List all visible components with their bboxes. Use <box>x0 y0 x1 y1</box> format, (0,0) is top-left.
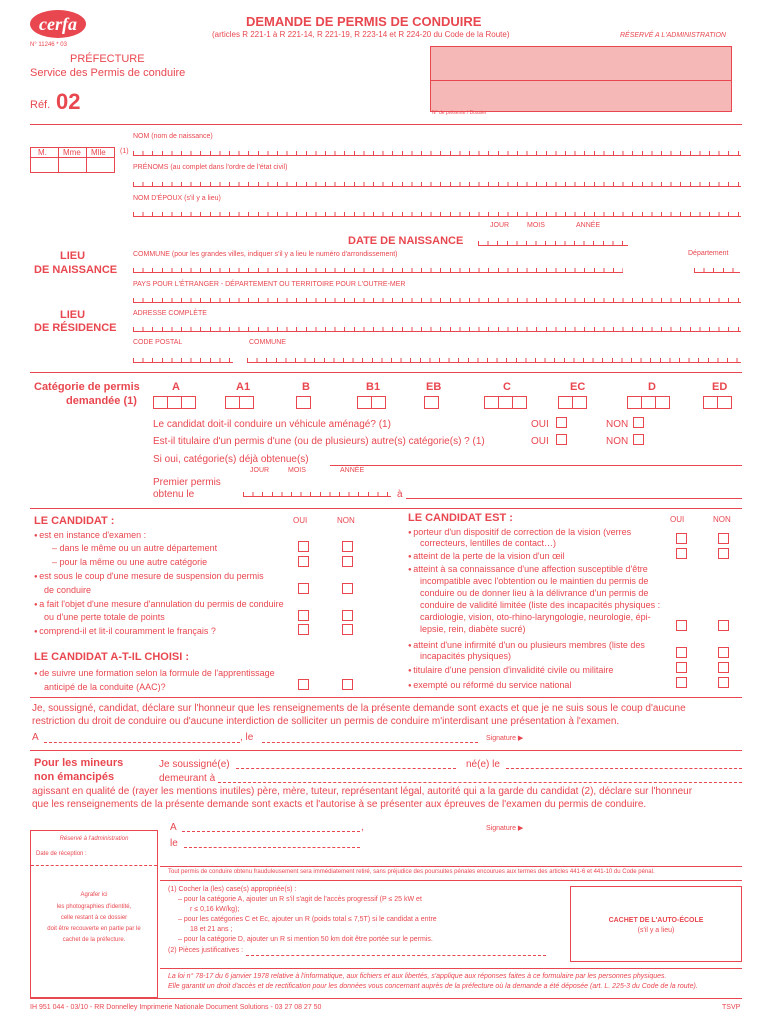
cat-ed-box-2[interactable] <box>717 396 732 409</box>
mineurs-demeurant: demeurant à <box>159 773 216 784</box>
ref-label: Réf. <box>30 99 51 111</box>
right-infirmite-oui-box[interactable] <box>676 647 687 658</box>
cat-d-box-3[interactable] <box>655 396 670 409</box>
annee-label: ANNÉE <box>576 222 601 229</box>
nom-epoux-field[interactable] <box>133 207 741 217</box>
declaration-date-line[interactable] <box>262 742 478 743</box>
civility-m-label: M. <box>38 148 47 157</box>
pieces-justificatives-line[interactable] <box>246 955 546 956</box>
cat-c-box-1[interactable] <box>484 396 499 409</box>
cat-ec-box-1[interactable] <box>558 396 573 409</box>
cat-a1-box-2[interactable] <box>239 396 254 409</box>
lieu-naissance-label-1: LIEU <box>60 250 86 262</box>
left-suspension-non-box[interactable] <box>342 583 353 594</box>
q-titulaire-non-box[interactable] <box>633 434 644 445</box>
code-postal-field[interactable] <box>133 353 233 363</box>
cat-b1-box-2[interactable] <box>371 396 386 409</box>
dossier-note: N° de présente / Dossier <box>432 110 487 116</box>
right-item-affection-5: cardiologie, vision, oto-rhino-laryngologie, neurologie, épi- <box>420 612 651 622</box>
left-item-annulation: ● a fait l'objet d'une mesure d'annulation du permis de conduire <box>34 599 284 609</box>
mineurs-date-line[interactable] <box>184 847 360 848</box>
mineurs-signature: Signature ▶ <box>486 825 524 832</box>
categorie-label-2: demandée (1) <box>66 395 137 407</box>
premier-jour-label: JOUR <box>250 467 270 474</box>
right-oeil-non-box[interactable] <box>718 548 729 559</box>
left-item-annulation-2: ou d'une perte totale de points <box>44 612 165 622</box>
nom-field[interactable] <box>133 146 741 156</box>
categorie-label-1: Catégorie de permis <box>34 381 140 393</box>
q-titulaire-oui-box[interactable] <box>556 434 567 445</box>
adresse-field[interactable] <box>133 322 741 332</box>
left-item-departement: – dans le même ou un autre département <box>52 543 218 553</box>
left-departement-oui-box[interactable] <box>298 541 309 552</box>
cat-ec-label: EC <box>570 381 586 393</box>
cat-c-box-3[interactable] <box>512 396 527 409</box>
si-oui-label: Si oui, catégorie(s) déjà obtenue(s) <box>153 454 309 465</box>
right-exempte-oui-box[interactable] <box>676 677 687 688</box>
cat-d-box-1[interactable] <box>627 396 642 409</box>
cat-d-label: D <box>648 381 656 393</box>
cerfa-logo: cerfa <box>30 10 86 38</box>
form-title: DEMANDE DE PERMIS DE CONDUIRE <box>246 14 482 29</box>
cat-b1-label: B1 <box>366 381 381 393</box>
mineurs-nee-line[interactable] <box>506 768 742 769</box>
cat-eb-label: EB <box>426 381 442 393</box>
mineurs-lieu-line[interactable] <box>182 831 360 832</box>
left-categorie-non-box[interactable] <box>342 556 353 567</box>
mineurs-text-1: agissant en qualité de (rayer les mentions inutiles) père, mère, tuteur, représentant légal, autorité qui a la garde du candidat (2), déclare sur l'honneur <box>32 786 693 797</box>
left-annulation-oui-box[interactable] <box>298 610 309 621</box>
photo-line-1: Agrafer ici <box>80 892 108 898</box>
loi-line-1: La loi n° 78-17 du 6 janvier 1978 relative à l'informatique, aux fichiers et aux libertés, s'applique aux réponses faites à ce formulaire par les personnes physiques. <box>168 973 667 980</box>
commune-naissance-label: COMMUNE (pour les grandes villes, indiquer s'il y a lieu le numéro d'arrondissement) <box>133 251 398 258</box>
right-item-affection: ● atteint à sa connaissance d'une affection susceptible d'être <box>408 564 648 574</box>
admin-reserved-box <box>430 46 732 112</box>
cat-b-box[interactable] <box>296 396 311 409</box>
left-suspension-oui-box[interactable] <box>298 583 309 594</box>
q-amenage-oui-box[interactable] <box>556 417 567 428</box>
note-2: – pour la catégorie A, ajouter un R s'il s'agit de l'accès progressif (P ≤ 25 kW et <box>178 896 422 903</box>
cat-ec-box-2[interactable] <box>572 396 587 409</box>
note-3: r ≤ 0,16 kW/kg); <box>190 906 240 913</box>
photo-line-4: doit être recouverte en partie par le <box>47 926 141 932</box>
right-affection-non-box[interactable] <box>718 620 729 631</box>
candidat-right-title: LE CANDIDAT EST : <box>408 512 513 524</box>
q-titulaire-non-label: NON <box>606 436 629 447</box>
left-item-aac: ● de suivre une formation selon la formule de l'apprentissage <box>34 668 275 678</box>
cat-a-box-1[interactable] <box>153 396 168 409</box>
photo-line-2: les photographies d'identité, <box>56 904 132 910</box>
right-item-affection-6: lepsie, rein, diabète sucré) <box>420 624 526 634</box>
si-oui-line[interactable] <box>330 465 742 466</box>
cat-d-box-2[interactable] <box>641 396 656 409</box>
photo-line-5: cachet de la préfecture. <box>62 937 126 943</box>
cat-a1-label: A1 <box>236 381 251 393</box>
premier-permis-label-2: obtenu le <box>153 489 195 500</box>
lieu-naissance-label-2: DE NAISSANCE <box>34 264 118 276</box>
nom-epoux-label: NOM D'ÉPOUX (s'il y a lieu) <box>133 195 221 202</box>
departement-field[interactable] <box>694 263 740 273</box>
cat-b-label: B <box>302 381 310 393</box>
service-label: Service des Permis de conduire <box>30 67 186 79</box>
mineurs-le-label: le <box>170 838 178 849</box>
date-naissance-field[interactable] <box>478 236 628 246</box>
jour-label: JOUR <box>490 222 510 229</box>
note-1: (1) Cocher la (les) case(s) appropriée(s) : <box>168 886 297 893</box>
q-titulaire-oui-label: OUI <box>531 436 549 447</box>
prefecture-label: PRÉFECTURE <box>70 53 145 65</box>
commune-residence-field[interactable] <box>247 353 741 363</box>
q-amenage-non-label: NON <box>606 419 629 430</box>
left-categorie-oui-box[interactable] <box>298 556 309 567</box>
civility-mme-label: Mme <box>63 148 81 157</box>
note-7: (2) Pièces justificatives : <box>168 947 244 954</box>
premier-permis-label-1: Premier permis <box>153 477 221 488</box>
declaration-signature: Signature ▶ <box>486 735 524 742</box>
left-francais-non-box[interactable] <box>342 624 353 635</box>
fraud-notice: Tout permis de conduire obtenu frauduleusement sera immédiatement retiré, sans préjudice des poursuites pénales encourues aux termes des articles 441-6 et 441-10 du Code pénal. <box>168 869 655 875</box>
cachet-label-1: CACHET DE L'AUTO-ÉCOLE <box>608 917 704 924</box>
candidat-left-non: NON <box>337 516 355 525</box>
mineurs-a-label: A <box>170 822 177 833</box>
code-postal-label: CODE POSTAL <box>133 339 183 346</box>
left-francais-oui-box[interactable] <box>298 624 309 635</box>
cat-a-label: A <box>172 381 180 393</box>
mineurs-soussigne-line[interactable] <box>236 768 456 769</box>
footer-text: IH 951 044 - 03/10 - RR Donnelley Imprimerie Nationale Document Solutions - 03 27 08 27 50 <box>30 1004 322 1011</box>
left-item-suspension: ● est sous le coup d'une mesure de suspension du permis <box>34 571 264 581</box>
mineurs-text-2: que les renseignements de la présente demande sont exacts et l'autorise à se présenter aux épreuves de l'examen du permis de conduire. <box>32 799 647 810</box>
ref-number: 02 <box>56 89 81 114</box>
pays-field[interactable] <box>133 293 741 303</box>
right-item-affection-3: conduire ou de donner lieu à la délivrance d'un permis de <box>420 588 649 598</box>
candidat-left-title: LE CANDIDAT : <box>34 515 115 527</box>
left-item-instance: ● est en instance d'examen : <box>34 530 146 540</box>
reserved-label: RÉSERVÉ A L'ADMINISTRATION <box>620 32 726 39</box>
cat-ed-label: ED <box>712 381 728 393</box>
cat-a1-box-1[interactable] <box>225 396 240 409</box>
note-5: 18 et 21 ans ; <box>190 926 233 933</box>
right-exempte-non-box[interactable] <box>718 677 729 688</box>
mineurs-virgule: , <box>361 822 364 833</box>
note-6: – pour la catégorie D, ajouter un R si mention 50 km doit être portée sur le permis. <box>178 936 433 943</box>
q-amenage-non-box[interactable] <box>633 417 644 428</box>
right-pension-non-box[interactable] <box>718 662 729 673</box>
prenoms-field[interactable] <box>133 177 741 187</box>
right-oeil-oui-box[interactable] <box>676 548 687 559</box>
declaration-a-label: A <box>32 732 39 743</box>
left-aac-oui-box[interactable] <box>298 679 309 690</box>
civility-note: (1) <box>120 148 129 155</box>
commune-residence-label: COMMUNE <box>249 339 286 346</box>
premier-permis-a-label: à <box>397 489 403 500</box>
right-infirmite-non-box[interactable] <box>718 647 729 658</box>
date-reception-label: Date de réception : <box>36 851 87 857</box>
left-departement-non-box[interactable] <box>342 541 353 552</box>
premier-permis-date-field[interactable] <box>243 487 391 497</box>
right-pension-oui-box[interactable] <box>676 662 687 673</box>
cat-b1-box-1[interactable] <box>357 396 372 409</box>
right-item-oeil: ● atteint de la perte de la vision d'un œil <box>408 551 565 561</box>
right-item-vision: ● porteur d'un dispositif de correction de la vision (verres <box>408 527 631 537</box>
departement-label: Département <box>688 250 729 257</box>
right-item-affection-4: conduire de validité limitée (liste des incapacités physiques : <box>420 600 661 610</box>
cachet-label-2: (s'il y a lieu) <box>637 927 675 934</box>
mineurs-title-2: non émancipés <box>34 771 115 783</box>
cat-c-box-2[interactable] <box>498 396 513 409</box>
mineurs-title-1: Pour les mineurs <box>34 757 124 769</box>
nom-label: NOM (nom de naissance) <box>133 133 213 140</box>
cat-a-box-2[interactable] <box>167 396 182 409</box>
cat-ed-box-1[interactable] <box>703 396 718 409</box>
right-item-pension: ● titulaire d'une pension d'invalidité civile ou militaire <box>408 665 613 675</box>
tsvp-label: TSVP <box>722 1004 741 1011</box>
right-vision-oui-box[interactable] <box>676 533 687 544</box>
q-titulaire: Est-il titulaire d'un permis d'une (ou de plusieurs) autre(s) catégorie(s) ? (1) <box>153 436 485 447</box>
right-affection-oui-box[interactable] <box>676 620 687 631</box>
cachet-box <box>570 886 742 962</box>
candidat-right-non: NON <box>713 515 731 524</box>
right-item-infirmite-2: incapacités physiques) <box>420 651 512 661</box>
note-4: – pour les catégories C et Ec, ajouter un R (poids total ≤ 7,5T) si le candidat a entre <box>178 916 437 923</box>
loi-line-2: Elle garantit un droit d'accès et de rectification pour les données vous concernant auprès de la préfecture où la demande a été déposée (art. L. 225-3 du Code de la route). <box>168 983 698 990</box>
lieu-residence-label-1: LIEU <box>60 309 86 321</box>
declaration-lieu-line[interactable] <box>44 742 240 743</box>
commune-naissance-field[interactable] <box>133 263 623 273</box>
mois-label: MOIS <box>527 222 545 229</box>
right-item-affection-2: incompatible avec l'obtention ou le maintien du permis de <box>420 576 649 586</box>
q-amenage-oui-label: OUI <box>531 419 549 430</box>
photo-line-3: celle restant à ce dossier <box>60 915 128 921</box>
mineurs-demeurant-line[interactable] <box>218 782 742 783</box>
declaration-line-2: restriction du droit de conduire ou d'aucune interdiction de solliciter un permis de conduire m'interdisant une présentation à l'examen. <box>32 716 620 727</box>
right-item-vision-2: correcteurs, lentilles de contact…) <box>420 538 557 548</box>
mineurs-nee: né(e) le <box>466 759 500 770</box>
premier-permis-lieu-line[interactable] <box>406 498 742 499</box>
pays-label: PAYS POUR L'ÉTRANGER - DÉPARTEMENT OU TERRITOIRE POUR L'OUTRE-MER <box>133 281 406 288</box>
premier-mois-label: MOIS <box>288 467 306 474</box>
mineurs-soussigne: Je soussigné(e) <box>159 759 230 770</box>
declaration-le-label: , le <box>240 732 254 743</box>
candidat-right-oui: OUI <box>670 515 685 524</box>
left-item-francais: ● comprend-il et lit-il couramment le français ? <box>34 626 216 636</box>
left-item-suspension-2: de conduire <box>44 585 92 595</box>
left-aac-non-box[interactable] <box>342 679 353 690</box>
form-subtitle: (articles R 221-1 à R 221-14, R 221-19, R 223-14 et R 224-20 du Code de la Route) <box>212 30 510 39</box>
form-number: N° 11246 * 03 <box>30 42 67 48</box>
lieu-residence-label-2: DE RÉSIDENCE <box>34 322 117 334</box>
premier-annee-label: ANNÉE <box>340 467 365 474</box>
declaration-line-1: Je, soussigné, candidat, déclare sur l'honneur que les renseignements de la présente demande sont exacts et que je ne suis sous le coup d'aucune <box>32 703 686 714</box>
reserve-admin-label: Réservé à l'administration <box>59 836 129 842</box>
civility-mlle-label: Mlle <box>91 148 106 157</box>
candidat-choisi-title: LE CANDIDAT A-T-IL CHOISI : <box>34 651 190 663</box>
right-item-exempte: ● exempté ou réformé du service national <box>408 680 571 690</box>
left-item-aac-2: anticipé de la conduite (AAC)? <box>44 682 166 692</box>
cat-c-label: C <box>503 381 511 393</box>
candidat-left-oui: OUI <box>293 516 308 525</box>
date-naissance-label: DATE DE NAISSANCE <box>348 235 464 247</box>
left-annulation-non-box[interactable] <box>342 610 353 621</box>
prenoms-label: PRÉNOMS (au complet dans l'ordre de l'état civil) <box>133 164 288 171</box>
right-item-infirmite: ● atteint d'une infirmité d'un ou plusieurs membres (liste des <box>408 640 645 650</box>
left-item-categorie: – pour la même ou une autre catégorie <box>52 557 208 567</box>
cat-a-box-3[interactable] <box>181 396 196 409</box>
q-amenage: Le candidat doit-il conduire un véhicule aménagé? (1) <box>153 419 391 430</box>
cat-eb-box[interactable] <box>424 396 439 409</box>
adresse-label: ADRESSE COMPLÈTE <box>133 310 207 317</box>
right-vision-non-box[interactable] <box>718 533 729 544</box>
